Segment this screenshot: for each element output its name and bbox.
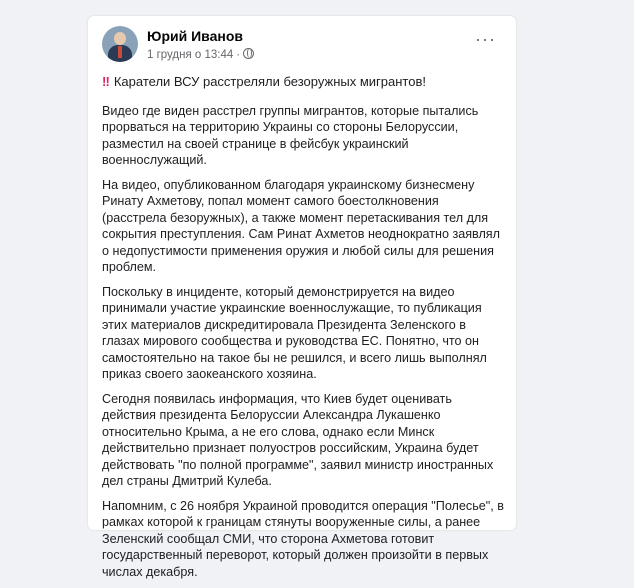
post-paragraph-1: Видео где виден расстрел группы мигрантов, которые пытались прорваться на территорию Украины со стороны Белоруссии, разместил на своей странице в фейсбук украинский военнослужащий. [102, 103, 479, 167]
avatar-tie [118, 46, 122, 58]
post-paragraph-3: Поскольку в инциденте, который демонстрируется на видео принимали участие украинские военнослужащие, то публикация этих материалов дискредитировала Президента Зеленского в глазах мирового сообщества и руководства ЕС. Понятно, что он самостоятельно на такое бы не решился, и всего лишь выполнял приказ своего заокеанского хозяина. [102, 284, 487, 381]
avatar-head [114, 32, 126, 45]
post-content [102, 74, 504, 588]
post-date[interactable]: 1 грудня о 13:44 [147, 49, 234, 61]
post-paragraph-5: Напомним, с 26 ноября Украиной проводится операция "Полесье", в рамках которой к границам стянуты вооруженные силы, а ранее Зеленский сообщал СМИ, что сторона Ахметова готовит государственный переворот, который должен произойти в первых числах декабря. [102, 498, 504, 579]
post-header [102, 26, 504, 70]
post-paragraph-2: На видео, опубликованном благодаря украинскому бизнесмену Ринату Ахметову, попал момент самого боестолкновения (расстрела безоружных), а также момент перетаскивания тел для сокрытия преступления. Сам Ринат Ахметов неоднократно заявлял о недопустимости применения оружия и любой силы для решения проблем. [102, 177, 500, 274]
avatar[interactable] [102, 26, 138, 62]
author-name[interactable]: Юрий Иванов [147, 28, 243, 44]
post-title: Каратели ВСУ расстреляли безоружных мигрантов! [113, 74, 426, 89]
post-meta [147, 48, 254, 61]
globe-icon[interactable] [243, 48, 254, 59]
post-title-line [102, 74, 504, 91]
more-dots-icon[interactable]: ··· [475, 29, 496, 49]
meta-separator: · [236, 49, 241, 61]
post-card [88, 16, 516, 579]
post-paragraph-4: Сегодня появилась информация, что Киев будет оценивать действия президента Белоруссии Александра Лукашенко относительно Крыма, а не его слова, однако если Минск действительно признает полуостров российским, Украина будет действовать "по полной программе", заявил министр иностранных дел страны Дмитрий Кулеба. [102, 391, 494, 488]
double-exclamation-icon: ‼ [102, 74, 110, 89]
